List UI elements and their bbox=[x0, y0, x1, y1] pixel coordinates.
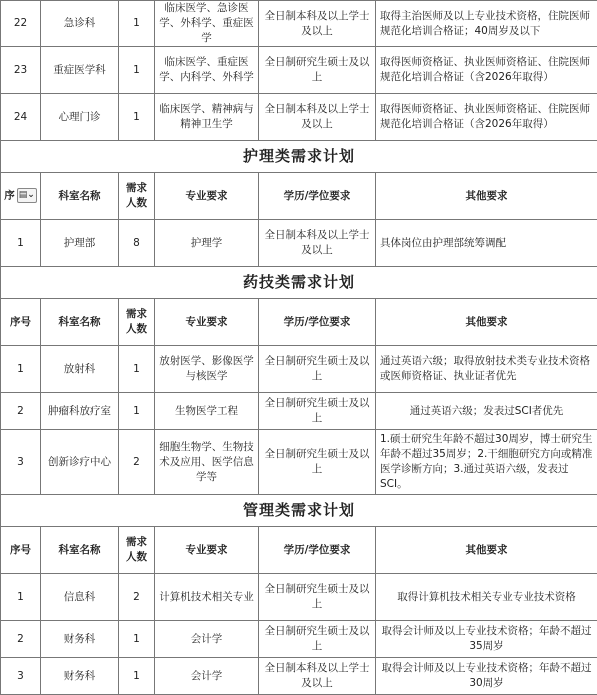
header-edu: 学历/学位要求 bbox=[259, 299, 376, 346]
cell-other: 取得医师资格证、执业医师资格证、住院医师规范化培训合格证（含2026年取得） bbox=[376, 47, 597, 94]
cell-major: 计算机技术相关专业 bbox=[155, 574, 259, 621]
cell-other: 取得医师资格证、执业医师资格证、住院医师规范化培训合格证（含2026年取得） bbox=[376, 94, 597, 141]
header-num: 需求人数 bbox=[119, 299, 155, 346]
cell-edu: 全日制研究生硕士及以上 bbox=[259, 47, 376, 94]
cell-other: 1.硕士研究生年龄不超过30周岁，博士研究生年龄不超过35周岁；2.干细胞研究方向或精准医学诊断方向；3.通过英语六级，发表过SCI。 bbox=[376, 430, 597, 495]
table-row bbox=[1, 430, 597, 495]
cell-dept: 护理部 bbox=[41, 220, 119, 267]
cell-dept: 心理门诊 bbox=[41, 94, 119, 141]
cell-edu: 全日制本科及以上学士及以上 bbox=[259, 658, 376, 695]
cell-other: 取得会计师及以上专业技术资格；年龄不超过35周岁 bbox=[376, 621, 597, 658]
cell-seq: 3 bbox=[1, 658, 41, 695]
cell-num: 1 bbox=[119, 393, 155, 430]
cell-dept: 重症医学科 bbox=[41, 47, 119, 94]
section-title-mgmt: 管理类需求计划 bbox=[1, 495, 597, 527]
cell-other: 取得主治医师及以上专业技术资格，住院医师规范化培训合格证；40周岁及以下 bbox=[376, 1, 597, 47]
cell-seq: 3 bbox=[1, 430, 41, 495]
cell-edu: 全日制本科及以上学士及以上 bbox=[259, 1, 376, 47]
table-row bbox=[1, 658, 597, 695]
cell-num: 1 bbox=[119, 658, 155, 695]
cell-dept: 创新诊疗中心 bbox=[41, 430, 119, 495]
cell-seq: 1 bbox=[1, 574, 41, 621]
cell-edu: 全日制研究生硕士及以上 bbox=[259, 393, 376, 430]
table-row bbox=[1, 621, 597, 658]
header-major: 专业要求 bbox=[155, 527, 259, 574]
cell-seq: 2 bbox=[1, 393, 41, 430]
cell-dept: 财务科 bbox=[41, 621, 119, 658]
table-row bbox=[1, 393, 597, 430]
cell-major: 会计学 bbox=[155, 658, 259, 695]
cell-edu: 全日制研究生硕士及以上 bbox=[259, 621, 376, 658]
header-edu: 学历/学位要求 bbox=[259, 527, 376, 574]
table-row bbox=[1, 220, 597, 267]
cell-dept: 财务科 bbox=[41, 658, 119, 695]
cell-major: 生物医学工程 bbox=[155, 393, 259, 430]
cell-major: 临床医学、精神病与精神卫生学 bbox=[155, 94, 259, 141]
cell-dept: 肿瘤科放疗室 bbox=[41, 393, 119, 430]
cell-other: 取得会计师及以上专业技术资格；年龄不超过30周岁 bbox=[376, 658, 597, 695]
cell-num: 1 bbox=[119, 94, 155, 141]
cell-major: 细胞生物学、生物技术及应用、医学信息学等 bbox=[155, 430, 259, 495]
cell-num: 2 bbox=[119, 430, 155, 495]
cell-major: 临床医学、重症医学、内科学、外科学 bbox=[155, 47, 259, 94]
cell-seq: 1 bbox=[1, 220, 41, 267]
cell-edu: 全日制研究生硕士及以上 bbox=[259, 346, 376, 393]
cell-other: 取得计算机技术相关专业专业技术资格 bbox=[376, 574, 597, 621]
cell-seq: 22 bbox=[1, 1, 41, 47]
cell-num: 1 bbox=[119, 346, 155, 393]
table-row bbox=[1, 574, 597, 621]
header-num: 需求人数 bbox=[119, 527, 155, 574]
cell-num: 2 bbox=[119, 574, 155, 621]
cell-other: 通过英语六级；取得放射技术类专业技术资格或医师资格证、执业证者优先 bbox=[376, 346, 597, 393]
header-row bbox=[1, 299, 597, 346]
cell-edu: 全日制研究生硕士及以上 bbox=[259, 430, 376, 495]
cell-seq: 24 bbox=[1, 94, 41, 141]
cell-edu: 全日制研究生硕士及以上 bbox=[259, 574, 376, 621]
table-row bbox=[1, 1, 597, 47]
header-dept: 科室名称 bbox=[41, 173, 119, 220]
section-title-row bbox=[1, 495, 597, 527]
cell-edu: 全日制本科及以上学士及以上 bbox=[259, 94, 376, 141]
cell-edu: 全日制本科及以上学士及以上 bbox=[259, 220, 376, 267]
cell-seq: 23 bbox=[1, 47, 41, 94]
cell-other: 具体岗位由护理部统筹调配 bbox=[376, 220, 597, 267]
header-row bbox=[1, 173, 597, 220]
section-title-pharma: 药技类需求计划 bbox=[1, 267, 597, 299]
cell-major: 护理学 bbox=[155, 220, 259, 267]
cell-other: 通过英语六级；发表过SCI者优先 bbox=[376, 393, 597, 430]
table-row bbox=[1, 94, 597, 141]
cell-seq: 2 bbox=[1, 621, 41, 658]
header-seq: 序号 bbox=[1, 527, 41, 574]
header-num: 需求人数 bbox=[119, 173, 155, 220]
header-row bbox=[1, 527, 597, 574]
table-row bbox=[1, 346, 597, 393]
header-other: 其他要求 bbox=[376, 527, 597, 574]
section-title-nursing: 护理类需求计划 bbox=[1, 141, 597, 173]
header-dept: 科室名称 bbox=[41, 299, 119, 346]
cell-num: 8 bbox=[119, 220, 155, 267]
cell-major: 放射医学、影像医学与核医学 bbox=[155, 346, 259, 393]
cell-dept: 信息科 bbox=[41, 574, 119, 621]
cell-num: 1 bbox=[119, 1, 155, 47]
filter-dropdown-icon[interactable]: ▤⌄ bbox=[17, 188, 37, 203]
header-other: 其他要求 bbox=[376, 173, 597, 220]
cell-major: 会计学 bbox=[155, 621, 259, 658]
cell-dept: 放射科 bbox=[41, 346, 119, 393]
header-seq: 序 ▤⌄ bbox=[1, 173, 41, 220]
header-major: 专业要求 bbox=[155, 173, 259, 220]
header-dept: 科室名称 bbox=[41, 527, 119, 574]
section-title-row bbox=[1, 141, 597, 173]
header-other: 其他要求 bbox=[376, 299, 597, 346]
cell-num: 1 bbox=[119, 47, 155, 94]
table-row bbox=[1, 47, 597, 94]
header-edu: 学历/学位要求 bbox=[259, 173, 376, 220]
header-major: 专业要求 bbox=[155, 299, 259, 346]
cell-num: 1 bbox=[119, 621, 155, 658]
header-seq: 序号 bbox=[1, 299, 41, 346]
cell-dept: 急诊科 bbox=[41, 1, 119, 47]
cell-major: 临床医学、急诊医学、外科学、重症医学 bbox=[155, 1, 259, 47]
section-title-row bbox=[1, 267, 597, 299]
cell-seq: 1 bbox=[1, 346, 41, 393]
